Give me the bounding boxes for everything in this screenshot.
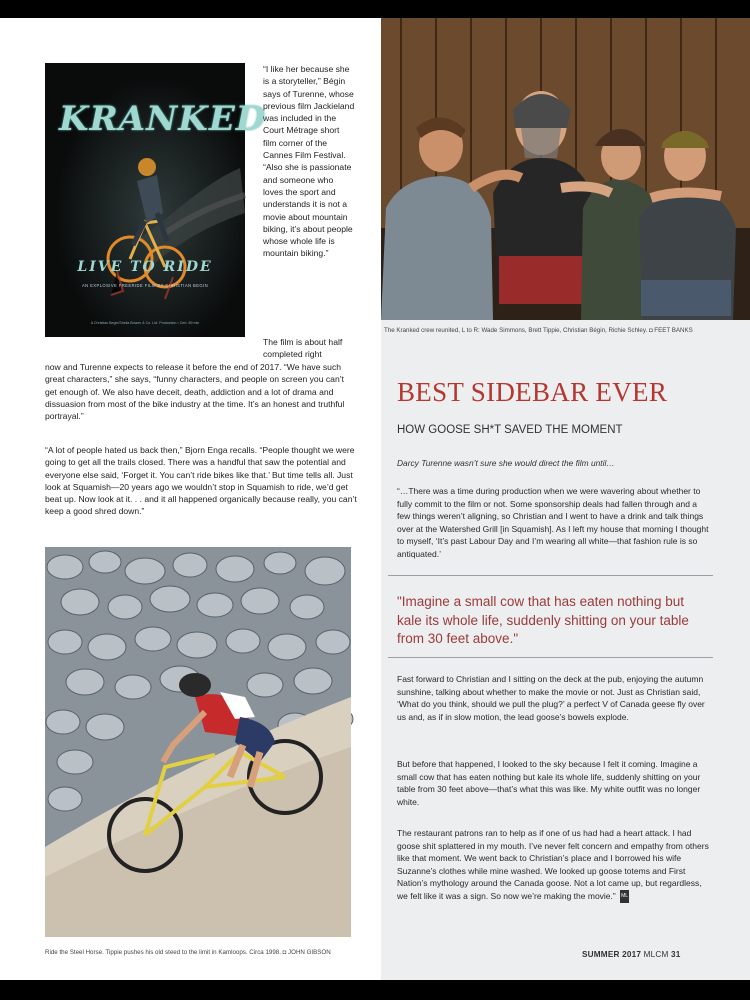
pull-quote: "Imagine a small cow that has eaten nothing but kale its whole life, suddenly shitting on your table from 30 feet above." (397, 594, 689, 646)
poster-byline: AN EXPLOSIVE FREERIDE FILM BY CHRISTIAN BEGIN (81, 283, 209, 288)
crew-caption-text: The Kranked crew reunited, L to R: Wade Simmons, Brett Tippie, Christian Bégin, Richie Schley. (384, 327, 648, 334)
poster-title: KRANKED (59, 99, 267, 139)
poster-credits: A Christian Begin/Sheila Bowen & Co. Ltd. Production • Cert. 89 min (90, 321, 200, 325)
rider-caption-text: Ride the Steel Horse. Tippie pushes his old steed to the limit in Kamloops. Circa 1998. (45, 949, 281, 956)
rider-photo-credit: JOHN GIBSON (288, 949, 331, 956)
magazine-page (0, 18, 750, 980)
rider-photo-caption (45, 949, 331, 957)
pull-quote-top-rule (388, 575, 713, 576)
sidebar-title: BEST SIDEBAR EVER (397, 377, 668, 407)
crew-photo-credit: FEET BANKS (654, 327, 693, 334)
crew-photo-caption (384, 327, 693, 335)
end-mark: ML (620, 890, 629, 903)
article-paragraph-2: now and Turenne expects to release it before the end of 2017. “We have such great characters,” she says, “funny characters, and people on screen you can’t get enough of. We also have deceit, death, addiction and a lot of drama and dissuasion from most of the bike industry at the time. It’s an honest and truthful portrayal.” (45, 362, 345, 422)
sidebar-paragraph-4 (397, 827, 709, 903)
article-paragraph-1: “I like her because she is a storyteller,” Bégin says of Turenne, whose previous film Jackieland was included in the Court Métrage short film corner of the Cannes Film Festival. “Also she is passionate and someone who loves the sport and understands it is not a movie about mountain biking, it’s about people whose whole life is mountain biking.” (263, 64, 355, 259)
article-paragraph-2-start: The film is about half completed right (263, 337, 343, 360)
folio-issue: SUMMER 2017 (582, 950, 642, 959)
rider-photo-art (45, 547, 351, 937)
page-folio (582, 950, 680, 959)
rider-photo (45, 547, 351, 937)
sidebar-paragraph-2: Fast forward to Christian and I sitting on the deck at the pub, enjoying the autumn sunshine, talking about whether to make the movie or not. Just as Christian said, ‘What do you think, should we pull the plug?’ a perfect V of Canada geese fly over us and, as if in slow motion, the lead goose’s bowels explode. (397, 674, 705, 722)
sidebar-lead: Darcy Turenne wasn’t sure she would direct the film until… (397, 458, 615, 468)
folio-magazine: MLCM (643, 950, 669, 959)
camera-icon: ◘ (648, 328, 653, 334)
pull-quote-bottom-rule (388, 657, 713, 658)
sidebar-paragraph-1: “…There was a time during production when we were wavering about whether to fully commit to the film or not. Some sponsorship deals had fallen through and a few things weren’t aligning, so Christian and I went to have a drink and talk things over at the Watershed Grill [in Squamish]. As I left my house that morning I thought to myself, ‘It’s past Labour Day and I’m wearing all white—that fashion rule is so antiquated.’ (397, 486, 709, 559)
sidebar-paragraph-3: But before that happened, I looked to the sky because I felt it coming. Imagine a small cow that has eaten nothing but kale its whole life, suddenly shitting on your table from 30 feet above—that’s what this was like. My white outfit was no longer white. (397, 759, 701, 807)
camera-icon: ◘ (282, 950, 287, 956)
kranked-poster (45, 63, 267, 337)
poster-tagline: LIVE TO RIDE (77, 259, 213, 275)
folio-page-number: 31 (670, 950, 681, 959)
sidebar-paragraph-4-text: The restaurant patrons ran to help as if one of us had had a heart attack. I had goose shit splattered in my mouth. I’ve never felt concern and empathy from others like that moment. We went back to Christian’s place and I borrowed his wife Suzanne’s clothes while mine washed. We looked up goose totems and First Nation’s mythology around the Canada goose. Not a lot came up, but regardless, we felt like it was a sign. So now we’re making the movie.” (397, 828, 709, 901)
crew-photo (381, 18, 750, 320)
sidebar-subtitle: HOW GOOSE SH*T SAVED THE MOMENT (397, 424, 623, 436)
article-paragraph-3: “A lot of people hated us back then,” Bjorn Enga recalls. “People thought we were going to get all the trails closed. There was a handful that saw the potential and everyone else said, ‘Forget it. You can’t ride bikes like that.’ But time tells all. Just look at Squamish—20 years ago we wouldn’t stop in Squamish to ride, we’d get beat up. Now look at it. . . and it all happened organically because really, you can’t keep a good shred down.” (45, 445, 357, 517)
crew-photo-art (381, 18, 750, 320)
